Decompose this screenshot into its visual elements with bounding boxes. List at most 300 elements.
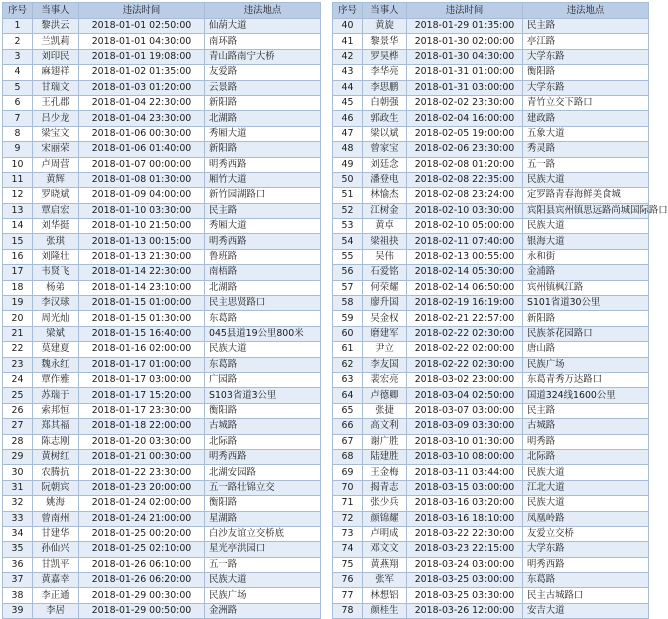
violation-time: 2018-01-02 01:35:00 [79, 65, 205, 80]
party-name: 覃启宏 [33, 203, 79, 218]
violation-location: 建政路 [523, 111, 649, 126]
party-name: 裴宏亮 [363, 372, 407, 387]
table-header-row [333, 3, 649, 19]
violation-location: 五一路壮锦立交 [205, 480, 321, 495]
violation-time: 2018-01-29 01:35:00 [407, 19, 523, 34]
violation-time: 2018-01-17 03:00:00 [79, 372, 205, 387]
violation-location: 民族大道 [523, 496, 649, 511]
row-number: 73 [333, 526, 363, 541]
violation-location: 云景路 [205, 80, 321, 95]
violation-location: 民族大道 [523, 219, 649, 234]
row-number: 75 [333, 557, 363, 572]
violation-time: 2018-02-06 23:30:00 [407, 142, 523, 157]
row-number: 59 [333, 311, 363, 326]
row-number: 66 [333, 419, 363, 434]
table-row [3, 80, 321, 95]
row-number: 61 [333, 342, 363, 357]
violation-time: 2018-02-22 02:30:00 [407, 326, 523, 341]
row-number: 39 [3, 603, 33, 618]
row-number: 10 [3, 157, 33, 172]
party-name: 周光灿 [33, 311, 79, 326]
row-number: 1 [3, 19, 33, 34]
party-name: 兰凯莉 [33, 34, 79, 49]
party-name: 潘登电 [363, 172, 407, 187]
violation-location: 青竹立交下路口 [523, 95, 649, 110]
row-number: 60 [333, 326, 363, 341]
violation-time: 2018-02-14 05:30:00 [407, 265, 523, 280]
violation-location: 民族大道 [523, 465, 649, 480]
violation-time: 2018-03-04 02:50:00 [407, 388, 523, 403]
party-name: 农腾抗 [33, 465, 79, 480]
violation-time: 2018-01-06 01:40:00 [79, 142, 205, 157]
violation-time: 2018-01-30 04:30:00 [407, 49, 523, 64]
party-name: 黄旋 [363, 19, 407, 34]
row-number: 44 [333, 80, 363, 95]
party-name: 卢明成 [363, 526, 407, 541]
party-name: 孙仙兴 [33, 542, 79, 557]
party-name: 黄辉 [33, 172, 79, 187]
party-name: 颜锦耀 [363, 511, 407, 526]
violation-location: 北际路 [205, 434, 321, 449]
party-name: 李居 [33, 603, 79, 618]
violation-location: 民主路 [523, 403, 649, 418]
row-number: 12 [3, 188, 33, 203]
violation-time: 2018-01-10 03:30:00 [79, 203, 205, 218]
violation-time: 2018-01-04 22:30:00 [79, 95, 205, 110]
party-name: 梁祖抉 [363, 234, 407, 249]
violation-time: 2018-02-19 16:19:00 [407, 296, 523, 311]
row-number: 36 [3, 557, 33, 572]
row-number: 9 [3, 142, 33, 157]
party-name: 张琪 [33, 234, 79, 249]
row-number: 33 [3, 511, 33, 526]
party-name: 卢周营 [33, 157, 79, 172]
row-number: 70 [333, 480, 363, 495]
table-row [3, 95, 321, 110]
party-name: 罗昊桦 [363, 49, 407, 64]
violation-time: 2018-01-01 02:50:00 [79, 19, 205, 34]
table-row [333, 526, 649, 541]
party-name: 廖升国 [363, 296, 407, 311]
violation-time: 2018-01-22 23:30:00 [79, 465, 205, 480]
table-row [333, 342, 649, 357]
violation-table-right [332, 2, 668, 619]
table-row [333, 603, 649, 618]
violation-location: 南环路 [205, 34, 321, 49]
violation-time: 2018-01-24 02:00:00 [79, 496, 205, 511]
violation-location: 明秀西路 [523, 557, 649, 572]
violation-time: 2018-03-26 12:00:00 [407, 603, 523, 618]
party-name: 吴金权 [363, 311, 407, 326]
violation-location: 秀灵路 [523, 142, 649, 157]
violation-location: 白沙友谊立交桥底 [205, 526, 321, 541]
row-number: 27 [3, 419, 33, 434]
violation-time: 2018-01-15 01:30:00 [79, 311, 205, 326]
row-number: 74 [333, 542, 363, 557]
table-row [3, 234, 321, 249]
violation-location: 古城路 [523, 419, 649, 434]
violation-time: 2018-03-10 01:30:00 [407, 434, 523, 449]
party-name: 吕少龙 [33, 111, 79, 126]
party-name: 黄树红 [33, 449, 79, 464]
violation-location: 金浦路 [523, 265, 649, 280]
row-number: 14 [3, 219, 33, 234]
violation-time: 2018-01-29 00:30:00 [79, 588, 205, 603]
violation-time: 2018-01-31 01:00:00 [407, 65, 523, 80]
violation-location: 仙葫大道 [205, 19, 321, 34]
violation-time: 2018-01-14 22:30:00 [79, 265, 205, 280]
row-number: 31 [3, 480, 33, 495]
party-name: 高文利 [363, 419, 407, 434]
violation-time: 2018-02-13 00:55:00 [407, 249, 523, 264]
row-number: 58 [333, 296, 363, 311]
party-name: 吴伟 [363, 249, 407, 264]
table-row [333, 449, 649, 464]
row-number: 23 [3, 357, 33, 372]
violation-time: 2018-01-04 23:30:00 [79, 111, 205, 126]
party-name: 莫建夏 [33, 342, 79, 357]
table-row [3, 434, 321, 449]
party-name: 陆建胜 [363, 449, 407, 464]
violation-location: S103省道3公里 [205, 388, 321, 403]
table-row [3, 326, 321, 341]
table-row [333, 280, 649, 295]
row-number: 28 [3, 434, 33, 449]
violation-location: 明秀西路 [205, 234, 321, 249]
violation-location: 民族大道 [523, 172, 649, 187]
violation-location: 友爱立交桥 [523, 526, 649, 541]
row-number: 29 [3, 449, 33, 464]
violation-location: 民主思贤路口 [205, 296, 321, 311]
row-number: 42 [333, 49, 363, 64]
violation-location: 秀厢大道 [205, 126, 321, 141]
table-row [3, 34, 321, 49]
row-number: 21 [3, 326, 33, 341]
table-row [333, 511, 649, 526]
table-row [3, 603, 321, 618]
violation-time: 2018-01-13 00:15:00 [79, 234, 205, 249]
violation-time: 2018-01-13 21:30:00 [79, 249, 205, 264]
table-row [3, 419, 321, 434]
party-name: 黄卓 [363, 219, 407, 234]
violation-location: 北际路 [523, 449, 649, 464]
violation-location: 宾阳县宾州镇思远路尚城国际路口 [523, 203, 649, 218]
violation-location: 东葛路 [523, 573, 649, 588]
violation-time: 2018-03-15 03:00:00 [407, 480, 523, 495]
violation-location: 北湖路 [205, 280, 321, 295]
violation-time: 2018-01-24 21:00:00 [79, 511, 205, 526]
violation-time: 2018-02-14 06:50:00 [407, 280, 523, 295]
table-row [3, 526, 321, 541]
violation-time: 2018-02-10 03:30:00 [407, 203, 523, 218]
party-name: 麻翅祥 [33, 65, 79, 80]
violation-time: 2018-02-10 05:00:00 [407, 219, 523, 234]
party-name: 林想铝 [363, 588, 407, 603]
table-row [333, 557, 649, 572]
party-name: 李思鹏 [363, 80, 407, 95]
header-no: 序号 [333, 3, 363, 19]
party-name: 王金梅 [363, 465, 407, 480]
table-row [333, 95, 649, 110]
table-row [333, 265, 649, 280]
violation-time: 2018-01-16 02:00:00 [79, 342, 205, 357]
header-location: 违法地点 [523, 3, 649, 19]
row-number: 8 [3, 126, 33, 141]
party-name: 甘瑞文 [33, 80, 79, 95]
party-name: 郑其福 [33, 419, 79, 434]
violation-location: 秀厢大道 [205, 219, 321, 234]
violation-time: 2018-01-17 23:30:00 [79, 403, 205, 418]
row-number: 16 [3, 249, 33, 264]
violation-time: 2018-03-25 03:00:00 [407, 573, 523, 588]
party-name: 张捷 [363, 403, 407, 418]
row-number: 67 [333, 434, 363, 449]
table-row [333, 296, 649, 311]
party-name: 李正通 [33, 588, 79, 603]
table-row [333, 465, 649, 480]
row-number: 17 [3, 265, 33, 280]
table-row [333, 480, 649, 495]
table-row [3, 49, 321, 64]
header-party: 当事人 [363, 3, 407, 19]
party-name: 黎洪云 [33, 19, 79, 34]
table-row [3, 372, 321, 387]
row-number: 38 [3, 588, 33, 603]
table-row [3, 311, 321, 326]
violation-location: 东葛路 [205, 357, 321, 372]
violation-location: 大学东路 [523, 542, 649, 557]
row-number: 64 [333, 388, 363, 403]
row-number: 32 [3, 496, 33, 511]
party-name: 甘凯平 [33, 557, 79, 572]
violation-time: 2018-02-04 16:00:00 [407, 111, 523, 126]
violation-location: 厢竹大道 [205, 172, 321, 187]
violation-location: 永和街 [523, 249, 649, 264]
violation-location: 045县道19公里800米 [205, 326, 321, 341]
row-number: 77 [333, 588, 363, 603]
row-number: 7 [3, 111, 33, 126]
violation-location: 国道324线1600公里 [523, 388, 649, 403]
table-row [3, 588, 321, 603]
violation-time: 2018-03-07 03:00:00 [407, 403, 523, 418]
row-number: 25 [3, 388, 33, 403]
row-number: 34 [3, 526, 33, 541]
violation-time: 2018-01-30 02:00:00 [407, 34, 523, 49]
table-row [333, 142, 649, 157]
violation-location: 星光亭洪园口 [205, 542, 321, 557]
row-number: 6 [3, 95, 33, 110]
row-number: 46 [333, 111, 363, 126]
violation-time: 2018-02-08 01:20:00 [407, 157, 523, 172]
party-name: 刘华挺 [33, 219, 79, 234]
row-number: 22 [3, 342, 33, 357]
table-row [3, 172, 321, 187]
violation-location: 东葛路 [205, 311, 321, 326]
violation-time: 2018-01-23 20:00:00 [79, 480, 205, 495]
violation-time: 2018-03-25 03:30:00 [407, 588, 523, 603]
violation-location: 鲁班路 [205, 249, 321, 264]
violation-time: 2018-01-01 04:30:00 [79, 34, 205, 49]
table-row [333, 372, 649, 387]
violation-time: 2018-01-25 00:20:00 [79, 526, 205, 541]
violation-time: 2018-03-16 03:20:00 [407, 496, 523, 511]
table-row [333, 249, 649, 264]
violation-location: 凤凰岭路 [523, 511, 649, 526]
row-number: 56 [333, 265, 363, 280]
violation-location: 金洲路 [205, 603, 321, 618]
row-number: 5 [3, 80, 33, 95]
violation-time: 2018-03-23 22:15:00 [407, 542, 523, 557]
violation-location: 安吉大道 [523, 603, 649, 618]
party-name: 索邦恒 [33, 403, 79, 418]
violation-time: 2018-02-08 22:35:00 [407, 172, 523, 187]
table-row [333, 49, 649, 64]
violation-location: 民族广场 [205, 588, 321, 603]
party-name: 刘廷念 [363, 157, 407, 172]
violation-location: 民族广场 [523, 357, 649, 372]
party-name: 刘印民 [33, 49, 79, 64]
party-name: 梁宝文 [33, 126, 79, 141]
row-number: 50 [333, 172, 363, 187]
row-number: 24 [3, 372, 33, 387]
violation-location: 江北大道 [523, 480, 649, 495]
party-name: 李华亮 [363, 65, 407, 80]
row-number: 65 [333, 403, 363, 418]
table-row [333, 203, 649, 218]
table-row [333, 388, 649, 403]
violation-time: 2018-02-22 02:30:00 [407, 357, 523, 372]
table-row [333, 542, 649, 557]
header-time: 违法时间 [407, 3, 523, 19]
row-number: 11 [3, 172, 33, 187]
violation-time: 2018-01-26 06:10:00 [79, 557, 205, 572]
table-row [3, 511, 321, 526]
party-name: 石爱铭 [363, 265, 407, 280]
party-name: 梁斌 [33, 326, 79, 341]
party-name: 尹立 [363, 342, 407, 357]
row-number: 51 [333, 188, 363, 203]
party-name: 李友国 [363, 357, 407, 372]
row-number: 72 [333, 511, 363, 526]
header-no: 序号 [3, 3, 33, 19]
row-number: 57 [333, 280, 363, 295]
party-name: 宋丽荣 [33, 142, 79, 157]
table-row [333, 419, 649, 434]
table-row [333, 357, 649, 372]
header-location: 违法地点 [205, 3, 321, 19]
row-number: 26 [3, 403, 33, 418]
table-row [333, 172, 649, 187]
row-number: 53 [333, 219, 363, 234]
violation-location: 星湖路 [205, 511, 321, 526]
violation-time: 2018-01-21 00:30:00 [79, 449, 205, 464]
violation-location: 民族茶花园路口 [523, 326, 649, 341]
party-name: 黄燕翔 [363, 557, 407, 572]
row-number: 76 [333, 573, 363, 588]
table-row [3, 157, 321, 172]
violation-location: 民主路 [523, 19, 649, 34]
row-number: 30 [3, 465, 33, 480]
row-number: 41 [333, 34, 363, 49]
row-number: 3 [3, 49, 33, 64]
violation-location: 衡阳路 [523, 65, 649, 80]
table-row [3, 496, 321, 511]
violation-time: 2018-03-09 03:30:00 [407, 419, 523, 434]
violation-time: 2018-02-21 22:57:00 [407, 311, 523, 326]
party-name: 邓文文 [363, 542, 407, 557]
party-name: 张少兵 [363, 496, 407, 511]
party-name: 陈志刚 [33, 434, 79, 449]
party-name: 阮朝宾 [33, 480, 79, 495]
table-row [333, 126, 649, 141]
table-row [3, 126, 321, 141]
violation-location: 五一路 [523, 157, 649, 172]
party-name: 颜桂生 [363, 603, 407, 618]
table-row [3, 249, 321, 264]
party-name: 江树金 [363, 203, 407, 218]
violation-time: 2018-01-25 02:10:00 [79, 542, 205, 557]
violation-location: 定罗路青春海鲜美食城 [523, 188, 649, 203]
table-row [333, 65, 649, 80]
violation-location: 衡阳路 [205, 403, 321, 418]
violation-time: 2018-03-22 22:30:00 [407, 526, 523, 541]
violation-time: 2018-01-31 03:00:00 [407, 80, 523, 95]
party-name: 甘建华 [33, 526, 79, 541]
row-number: 78 [333, 603, 363, 618]
violation-location: 大学东路 [523, 80, 649, 95]
violation-location: 衡阳路 [205, 496, 321, 511]
violation-location: 友爱路 [205, 65, 321, 80]
table-row [333, 403, 649, 418]
violation-location: 明秀路 [523, 434, 649, 449]
row-number: 48 [333, 142, 363, 157]
table-header-row [3, 3, 321, 19]
violation-time: 2018-02-11 07:40:00 [407, 234, 523, 249]
party-name: 苏瑞于 [33, 388, 79, 403]
row-number: 19 [3, 296, 33, 311]
violation-location: 青山路南宁大桥 [205, 49, 321, 64]
table-row [3, 403, 321, 418]
violation-location: 亭江路 [523, 34, 649, 49]
violation-location: 银海大道 [523, 234, 649, 249]
table-row [3, 65, 321, 80]
table-row [3, 449, 321, 464]
table-row [333, 80, 649, 95]
violation-location: 民族大道 [205, 342, 321, 357]
row-number: 35 [3, 542, 33, 557]
violation-location: 南梧路 [205, 265, 321, 280]
violation-time: 2018-01-14 23:10:00 [79, 280, 205, 295]
violation-time: 2018-01-01 19:08:00 [79, 49, 205, 64]
table-row [3, 465, 321, 480]
violation-time: 2018-01-03 01:20:00 [79, 80, 205, 95]
party-name: 刘隆壮 [33, 249, 79, 264]
violation-location: 古城路 [205, 419, 321, 434]
party-name: 李汉球 [33, 296, 79, 311]
row-number: 69 [333, 465, 363, 480]
violation-table-left [2, 2, 321, 619]
row-number: 18 [3, 280, 33, 295]
row-number: 20 [3, 311, 33, 326]
table-row [3, 342, 321, 357]
header-time: 违法时间 [79, 3, 205, 19]
party-name: 韦贤飞 [33, 265, 79, 280]
violation-location: S101省道30公里 [523, 296, 649, 311]
violation-location: 明秀西路 [205, 157, 321, 172]
party-name: 魏永红 [33, 357, 79, 372]
row-number: 49 [333, 157, 363, 172]
party-name: 何荣耀 [363, 280, 407, 295]
